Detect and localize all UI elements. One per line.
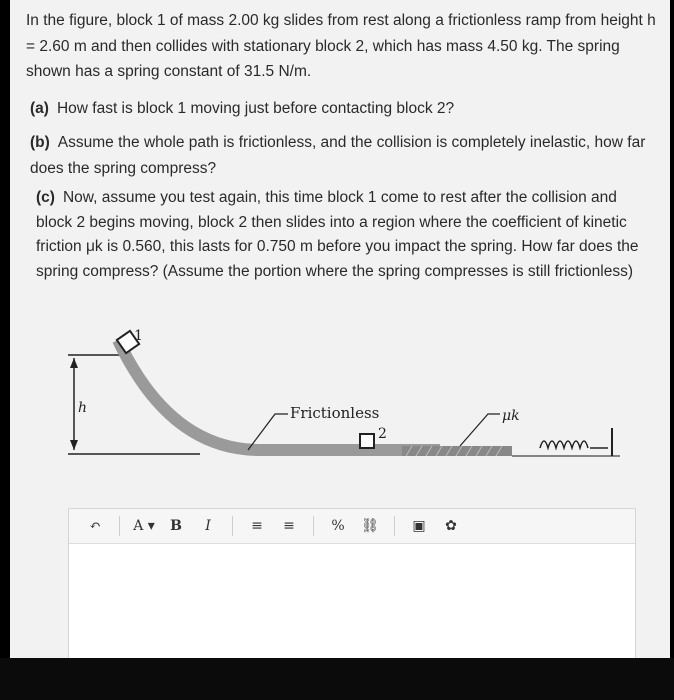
part-b-text: Assume the whole path is frictionless, and the collision is completely inelastic, how far does the spring compress?	[30, 134, 646, 177]
part-b	[30, 130, 670, 181]
part-a-label: (a)	[30, 100, 49, 117]
part-a-text: How fast is block 1 moving just before contacting block 2?	[56, 100, 455, 117]
ordered-list-icon[interactable]: ≡	[251, 518, 263, 534]
bottom-dark-band	[0, 658, 674, 700]
problem-intro: In the figure, block 1 of mass 2.00 kg slides from rest along a frictionless ramp from height h = 2.60 m and then collides with stationary block 2, which has mass 4.50 kg. The spring shown has a spring constant of 31.5 N/m.	[26, 12, 656, 80]
height-label: h	[78, 400, 88, 416]
height-arrow-up	[70, 358, 78, 368]
friction-leader	[460, 414, 500, 446]
part-b-label: (b)	[30, 134, 50, 151]
unlink-icon[interactable]: ⛓	[361, 518, 379, 534]
font-color-button[interactable]: A ▾	[133, 518, 155, 534]
ramp-curve	[118, 340, 440, 450]
block-2-label: 2	[378, 426, 387, 442]
spring	[540, 441, 588, 448]
part-c-text: Now, assume you test again, this time block 1 come to rest after the collision and block 2 begins moving, block 2 then slides into a region where the coefficient of kinetic friction μk is 0.560, this lasts for 0.750 m before you impact the spring. How far does the spring compress? (Assume the portion where the spring compresses is still frictionless)	[36, 189, 639, 280]
frictionless-label: Frictionless	[290, 404, 380, 422]
toolbar-divider	[232, 516, 233, 536]
height-arrow-down	[70, 440, 78, 450]
part-c	[36, 186, 656, 284]
part-a	[30, 96, 670, 122]
link-icon[interactable]: %	[331, 518, 345, 534]
part-c-label: (c)	[36, 189, 55, 206]
toolbar-divider	[313, 516, 314, 536]
question-panel	[10, 0, 670, 660]
bold-button[interactable]: B	[170, 518, 182, 534]
toolbar-divider	[119, 516, 120, 536]
ramp-figure	[60, 320, 650, 490]
friction-label: μk	[502, 408, 520, 424]
italic-button[interactable]: I	[205, 518, 211, 534]
answer-text-area[interactable]	[69, 544, 635, 659]
toolbar-divider	[394, 516, 395, 536]
image-icon[interactable]: ▣	[412, 518, 426, 534]
unordered-list-icon[interactable]: ≡	[283, 518, 295, 534]
special-char-icon[interactable]: ✿	[445, 518, 457, 534]
block-2	[360, 434, 374, 448]
block-1-label: 1	[134, 328, 143, 344]
editor-toolbar	[69, 509, 635, 544]
answer-editor	[68, 508, 636, 660]
undo-icon[interactable]: ↶	[89, 518, 101, 534]
